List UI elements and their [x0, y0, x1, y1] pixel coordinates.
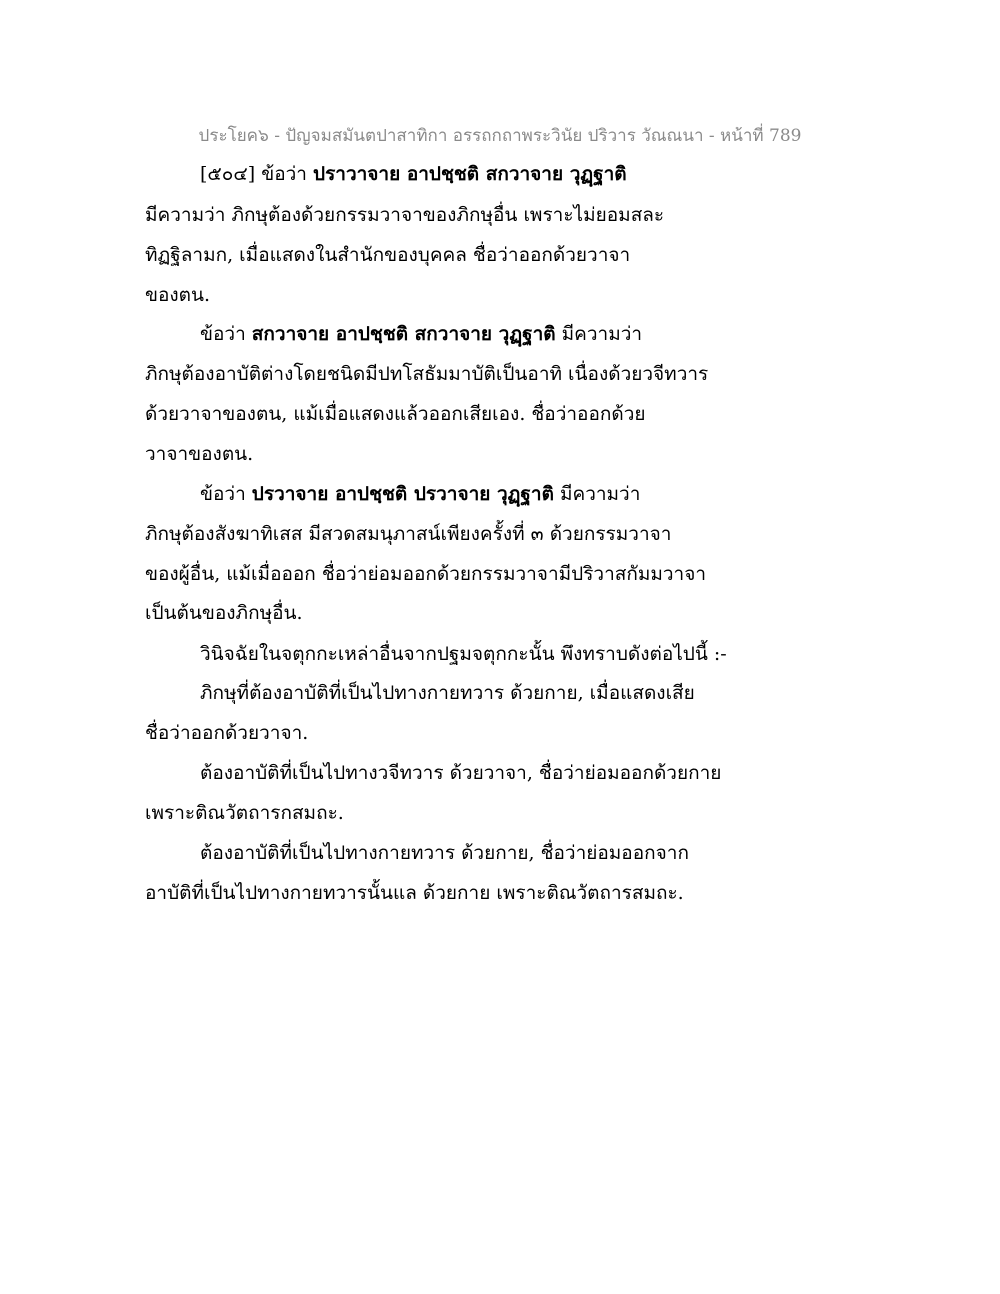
para6-line-1: ต้องอาบัติที่เป็นไปทางวจีทวาร ด้วยวาจา, ชื่อว่าย่อมออกด้วยกาย — [200, 762, 722, 784]
tail-text: มีความว่า — [559, 483, 641, 505]
lead-text: ข้อว่า — [200, 483, 246, 505]
para5-line-2: ชื่อว่าออกด้วยวาจา. — [145, 722, 309, 744]
para2-line-3: วาจาของตน. — [145, 443, 254, 465]
para7-line-1: ต้องอาบัติที่เป็นไปทางกายทวาร ด้วยกาย, ชื่อว่าย่อมออกจาก — [200, 842, 689, 864]
section-number: [๕๐๔] — [200, 163, 256, 185]
para6-line-2: เพราะติณวัตถารกสมถะ. — [145, 802, 344, 824]
para1-line-2: ทิฏฐิลามก, เมื่อแสดงในสำนักของบุคคล ชื่อว่าออกด้วยวาจา — [145, 244, 631, 266]
page-header: ประโยค๖ - ปัญจมสมันตปาสาทิกา อรรถกถาพระวินัย ปริวาร วัณณนา - หน้าที่ 789 — [198, 126, 802, 146]
pali-term: สกวาจาย อาปชฺชติ สกวาจาย วุฏฺฐาติ — [251, 323, 556, 345]
para4-line: วินิจฉัยในจตุกกะเหล่าอื่นจากปฐมจตุกกะนั้น พึงทราบดังต่อไปนี้ :- — [200, 643, 727, 665]
para3-line-2: ของผู้อื่น, แม้เมื่อออก ชื่อว่าย่อมออกด้วยกรรมวาจามีปริวาสกัมมวาจา — [145, 563, 707, 585]
para1-first-line — [200, 160, 627, 188]
para3-line-3: เป็นต้นของภิกษุอื่น. — [145, 602, 303, 624]
para5-line-1: ภิกษุที่ต้องอาบัติที่เป็นไปทางกายทวาร ด้วยกาย, เมื่อแสดงเสีย — [200, 682, 695, 704]
pali-term: ปราวาจาย อาปชฺชติ สกวาจาย วุฏฺฐาติ — [313, 163, 627, 185]
para7-line-2: อาบัติที่เป็นไปทางกายทวารนั้นแล ด้วยกาย เพราะติณวัตถารสมถะ. — [145, 882, 684, 904]
para3-line-1: ภิกษุต้องสังฆาทิเสส มีสวดสมนุภาสน์เพียงครั้งที่ ๓ ด้วยกรรมวาจา — [145, 523, 672, 545]
lead-text: ข้อว่า — [200, 323, 246, 345]
para2-line-2: ด้วยวาจาของตน, แม้เมื่อแสดงแล้วออกเสียเอง. ชื่อว่าออกด้วย — [145, 403, 646, 425]
para3-first-line — [200, 480, 640, 508]
pali-term: ปรวาจาย อาปชฺชติ ปรวาจาย วุฏฺฐาติ — [251, 483, 554, 505]
lead-text: ข้อว่า — [261, 163, 307, 185]
para2-first-line — [200, 320, 642, 348]
para2-line-1: ภิกษุต้องอาบัติต่างโดยชนิดมีปทโสธัมมาบัติเป็นอาทิ เนื่องด้วยวจีทวาร — [145, 363, 709, 385]
para1-line-3: ของตน. — [145, 284, 211, 306]
tail-text: มีความว่า — [561, 323, 643, 345]
para1-line-1: มีความว่า ภิกษุต้องด้วยกรรมวาจาของภิกษุอื่น เพราะไม่ยอมสละ — [145, 204, 665, 226]
